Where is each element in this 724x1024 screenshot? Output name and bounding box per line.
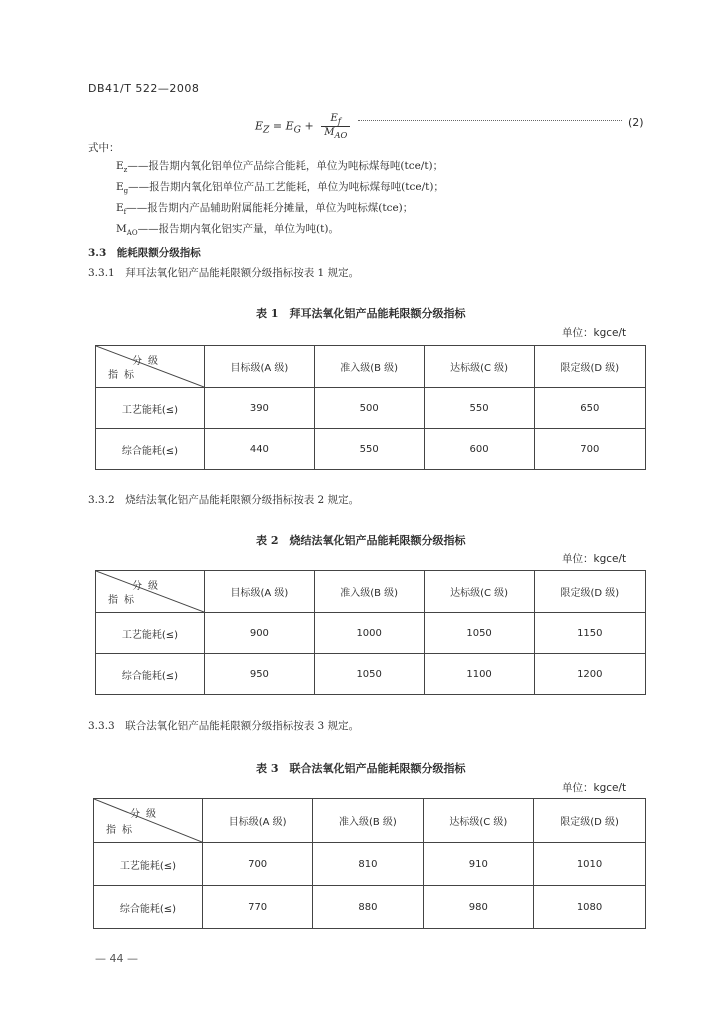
row-label: 综合能耗(≤): [94, 886, 203, 929]
formula-leader-dots: [358, 120, 622, 121]
table2-unit: 单位：kgce/t: [562, 553, 627, 565]
table1-header-d: 限定级(D 级): [534, 346, 645, 388]
table1-header-b: 准入级(B 级): [314, 346, 424, 388]
table1: [95, 345, 646, 470]
cell: 770: [203, 886, 313, 929]
equation-number: (2): [628, 116, 644, 129]
section-3-3-1: 3.3.1 拜耳法氧化铝产品能耗限额分级指标按表 1 规定。: [88, 267, 360, 279]
where-line-ef: $E_f——$报告期内产品辅助附属能耗分摊量，单位为吨标煤(tce)；: [116, 202, 414, 217]
table2-header-d: 限定级(D 级): [534, 571, 645, 613]
formula-lhs: E: [255, 119, 264, 133]
formula-term1: E: [285, 119, 294, 133]
cell: 1100: [424, 654, 534, 695]
cell: 1200: [534, 654, 645, 695]
table3: [93, 798, 646, 929]
formula-lhs-sub: Z: [263, 124, 270, 136]
where-line-mao: $M_{AO}——$报告期内氧化铝实产量，单位为吨(t)。: [116, 223, 339, 238]
cell: 550: [314, 429, 424, 470]
cell: 900: [205, 613, 315, 654]
table2-header-a: 目标级(A 级): [205, 571, 315, 613]
table3-header-d: 限定级(D 级): [534, 799, 646, 843]
cell: 650: [534, 388, 645, 429]
cell: 550: [424, 388, 534, 429]
table-row: [96, 654, 646, 695]
formula-fraction: [321, 113, 350, 140]
formula-numerator: $E_f$: [321, 113, 350, 127]
cell: 1050: [424, 613, 534, 654]
where-line-ez: $E_z——$报告期内氧化铝单位产品综合能耗，单位为吨标煤每吨(tce/t)；: [116, 160, 444, 175]
table-row: [94, 886, 646, 929]
cell: 910: [423, 843, 534, 886]
cell: 880: [313, 886, 423, 929]
section-3-3: 3.3 能耗限额分级指标: [88, 247, 201, 259]
formula-denominator: $M_{AO}$: [324, 127, 348, 140]
where-line-eg: $E_g——$报告期内氧化铝单位产品工艺能耗，单位为吨标煤每吨(tce/t)；: [116, 181, 444, 196]
page-number: — 44 —: [95, 952, 138, 965]
where-intro: 式中：: [88, 142, 120, 154]
cell: 980: [423, 886, 534, 929]
table1-header-c: 达标级(C 级): [424, 346, 534, 388]
table3-caption: 表 3 联合法氧化铝产品能耗限额分级指标: [256, 762, 466, 775]
cell: 1080: [534, 886, 646, 929]
cell: 1050: [314, 654, 424, 695]
table-row: [94, 843, 646, 886]
row-label: 综合能耗(≤): [96, 654, 205, 695]
cell: 950: [205, 654, 315, 695]
row-label: 工艺能耗(≤): [96, 388, 205, 429]
table2-caption: 表 2 烧结法氧化铝产品能耗限额分级指标: [256, 534, 466, 547]
table2-diag-header: 分级 指标: [96, 571, 205, 613]
table-row: [96, 613, 646, 654]
cell: 390: [205, 388, 315, 429]
formula: [255, 113, 354, 140]
section-3-3-3: 3.3.3 联合法氧化铝产品能耗限额分级指标按表 3 规定。: [88, 720, 360, 732]
document-code: DB41/T 522—2008: [88, 82, 200, 95]
row-label: 工艺能耗(≤): [94, 843, 203, 886]
section-3-3-2: 3.3.2 烧结法氧化铝产品能耗限额分级指标按表 2 规定。: [88, 494, 360, 506]
table-row: [96, 388, 646, 429]
cell: 1000: [314, 613, 424, 654]
table2-header-b: 准入级(B 级): [314, 571, 424, 613]
table3-unit: 单位：kgce/t: [562, 782, 627, 794]
table1-header-a: 目标级(A 级): [205, 346, 315, 388]
table3-header-b: 准入级(B 级): [313, 799, 423, 843]
cell: 700: [203, 843, 313, 886]
cell: 810: [313, 843, 423, 886]
table1-caption: 表 1 拜耳法氧化铝产品能耗限额分级指标: [256, 307, 466, 320]
cell: 1010: [534, 843, 646, 886]
table-row: [96, 429, 646, 470]
formula-term1-sub: G: [293, 124, 301, 136]
cell: 700: [534, 429, 645, 470]
table1-diag-header: 分级 指标: [96, 346, 205, 388]
formula-plus: +: [304, 119, 314, 133]
table2: [95, 570, 646, 695]
table3-diag-header: 分级 指标: [94, 799, 203, 843]
cell: 500: [314, 388, 424, 429]
row-label: 综合能耗(≤): [96, 429, 205, 470]
table3-header-c: 达标级(C 级): [423, 799, 534, 843]
table1-unit: 单位：kgce/t: [562, 327, 627, 339]
table3-header-a: 目标级(A 级): [203, 799, 313, 843]
formula-eq: =: [272, 119, 283, 133]
table2-header-c: 达标级(C 级): [424, 571, 534, 613]
row-label: 工艺能耗(≤): [96, 613, 205, 654]
cell: 1150: [534, 613, 645, 654]
cell: 600: [424, 429, 534, 470]
cell: 440: [205, 429, 315, 470]
